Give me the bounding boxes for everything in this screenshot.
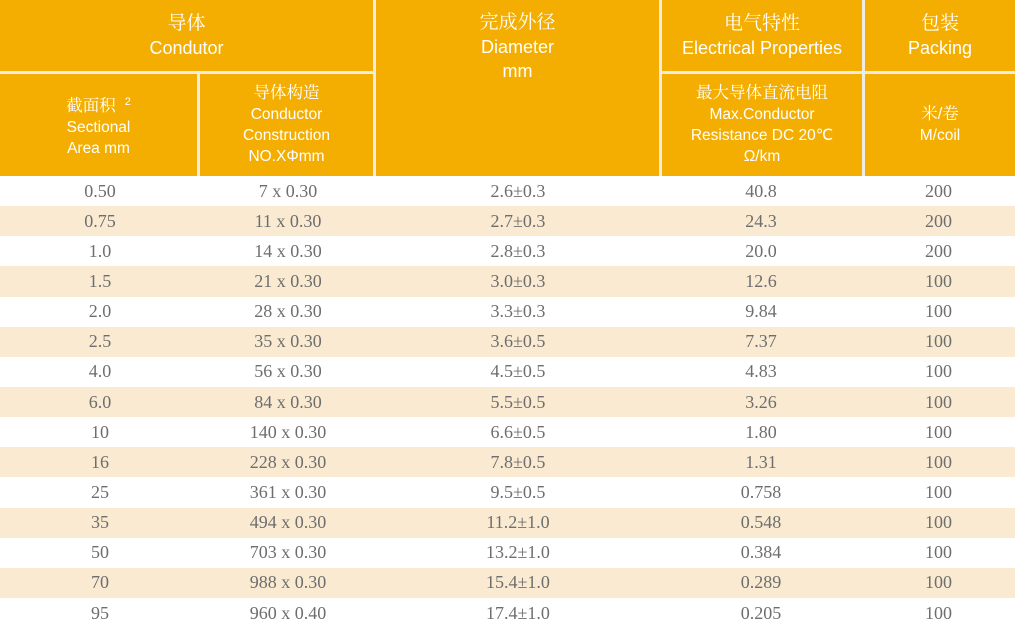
header-conductor-zh: 导体 (167, 13, 206, 34)
table-cell: 3.26 (745, 391, 777, 412)
header-conductor-group (0, 0, 373, 71)
table-cell: 0.289 (740, 572, 782, 593)
table-cell: 56 x 0.30 (254, 361, 322, 382)
header-diameter-en1: Diameter (480, 37, 555, 57)
header-coil-zh: 米/卷 (921, 105, 959, 123)
table-row (0, 266, 1015, 296)
table-cell: 95 (91, 602, 109, 623)
table-cell: 10 (91, 421, 109, 442)
table-cell: 1.31 (745, 451, 777, 472)
table-cell: 17.4±1.0 (486, 602, 550, 623)
table-cell: 7.37 (745, 331, 777, 352)
table-cell: 2.8±0.3 (490, 240, 546, 261)
table-cell: 100 (925, 481, 952, 502)
table-cell: 100 (925, 361, 952, 382)
table-row (0, 477, 1015, 507)
table-row (0, 327, 1015, 357)
header-sectional-superscript: 2 (124, 95, 131, 108)
table-cell: 4.83 (745, 361, 777, 382)
table-cell: 988 x 0.30 (249, 572, 327, 593)
header-max-resistance (662, 74, 862, 176)
header-packing-zh: 包装 (920, 13, 959, 34)
header-construction-en1: Conductor (250, 106, 323, 123)
header-conductor-en: Condutor (149, 38, 224, 58)
header-resistance-en2: Resistance DC 20℃ (690, 127, 834, 144)
table-cell: 0.205 (740, 602, 782, 623)
table-cell: 3.3±0.3 (490, 301, 546, 322)
header-meters-per-coil (865, 74, 1015, 176)
table-cell: 200 (925, 180, 952, 201)
table-header (0, 0, 1015, 176)
table-cell: 20.0 (745, 240, 777, 261)
header-electrical-en: Electrical Properties (681, 38, 843, 58)
table-row (0, 206, 1015, 236)
table-cell: 100 (925, 391, 952, 412)
table-row (0, 598, 1015, 628)
table-cell: 100 (925, 512, 952, 533)
table-cell: 703 x 0.30 (249, 542, 327, 563)
table-cell: 494 x 0.30 (249, 512, 327, 533)
table-cell: 140 x 0.30 (249, 421, 327, 442)
table-cell: 0.75 (84, 210, 116, 231)
table-cell: 6.6±0.5 (490, 421, 546, 442)
table-row (0, 236, 1015, 266)
header-diameter (376, 0, 659, 176)
table-cell: 100 (925, 270, 952, 291)
table-cell: 12.6 (745, 270, 777, 291)
table-cell: 35 (91, 512, 109, 533)
table-cell: 35 x 0.30 (254, 331, 322, 352)
table-cell: 1.5 (88, 270, 112, 291)
table-cell: 4.5±0.5 (490, 361, 546, 382)
table-cell: 40.8 (745, 180, 777, 201)
table-cell: 361 x 0.30 (249, 481, 327, 502)
table-row (0, 357, 1015, 387)
table-cell: 14 x 0.30 (254, 240, 322, 261)
table-cell: 70 (91, 572, 109, 593)
table-cell: 6.0 (88, 391, 112, 412)
header-sectional-en1: Sectional (66, 118, 131, 136)
table-cell: 1.80 (745, 421, 777, 442)
table-cell: 15.4±1.0 (486, 572, 550, 593)
header-construction-en2: Construction (242, 127, 330, 144)
table-cell: 7 x 0.30 (258, 180, 318, 201)
table-cell: 228 x 0.30 (249, 451, 327, 472)
table-cell: 100 (925, 542, 952, 563)
table-cell: 9.5±0.5 (490, 481, 546, 502)
table-cell: 28 x 0.30 (254, 301, 322, 322)
table-cell: 2.0 (88, 301, 112, 322)
table-cell: 3.0±0.3 (490, 270, 546, 291)
header-packing-en: Packing (907, 38, 973, 58)
table-row (0, 176, 1015, 206)
table-cell: 100 (925, 602, 952, 623)
header-sectional-zh (66, 92, 131, 117)
table-row (0, 417, 1015, 447)
table-body (0, 176, 1015, 628)
table-cell: 0.548 (740, 512, 782, 533)
table-cell: 50 (91, 542, 109, 563)
header-construction-zh: 导体构造 (253, 84, 320, 102)
table-cell: 2.6±0.3 (490, 180, 546, 201)
table-cell: 960 x 0.40 (249, 602, 327, 623)
header-sectional-area (0, 74, 197, 176)
header-electrical-group (662, 0, 862, 71)
table-cell: 84 x 0.30 (254, 391, 322, 412)
header-resistance-zh: 最大导体直流电阻 (696, 84, 828, 102)
table-row (0, 508, 1015, 538)
table-cell: 2.7±0.3 (490, 210, 546, 231)
table-cell: 100 (925, 301, 952, 322)
table-cell: 16 (91, 451, 109, 472)
header-packing-group (865, 0, 1015, 71)
table-cell: 0.758 (740, 481, 782, 502)
table-cell: 200 (925, 210, 952, 231)
table-cell: 100 (925, 572, 952, 593)
table-cell: 11 x 0.30 (254, 210, 322, 231)
table-row (0, 387, 1015, 417)
header-resistance-en1: Max.Conductor (709, 106, 815, 123)
table-cell: 100 (925, 331, 952, 352)
table-cell: 21 x 0.30 (254, 270, 322, 291)
header-construction-en3: NO.XΦmm (248, 148, 325, 165)
table-cell: 13.2±1.0 (486, 542, 550, 563)
table-cell: 1.0 (88, 240, 112, 261)
table-cell: 3.6±0.5 (490, 331, 546, 352)
table-cell: 100 (925, 421, 952, 442)
header-sectional-en2: Area mm (67, 139, 130, 157)
table-cell: 200 (925, 240, 952, 261)
table-row (0, 297, 1015, 327)
table-cell: 2.5 (88, 331, 112, 352)
header-conductor-construction (200, 74, 373, 176)
table-cell: 25 (91, 481, 109, 502)
table-cell: 11.2±1.0 (486, 512, 550, 533)
header-sectional-zh-text: 截面积 (66, 96, 116, 115)
header-resistance-en3: Ω/km (743, 148, 781, 165)
table-cell: 5.5±0.5 (490, 391, 546, 412)
table-cell: 24.3 (745, 210, 777, 231)
table-cell: 7.8±0.5 (490, 451, 546, 472)
header-electrical-zh: 电气特性 (723, 13, 800, 34)
table-row (0, 447, 1015, 477)
header-coil-en: M/coil (919, 127, 961, 144)
table-cell: 0.50 (84, 180, 116, 201)
header-diameter-en2: mm (502, 61, 533, 81)
table-row (0, 568, 1015, 598)
table-cell: 100 (925, 451, 952, 472)
table-row (0, 538, 1015, 568)
table-cell: 9.84 (745, 301, 777, 322)
table-cell: 0.384 (740, 542, 782, 563)
table-cell: 4.0 (88, 361, 112, 382)
header-diameter-zh: 完成外径 (479, 12, 556, 33)
